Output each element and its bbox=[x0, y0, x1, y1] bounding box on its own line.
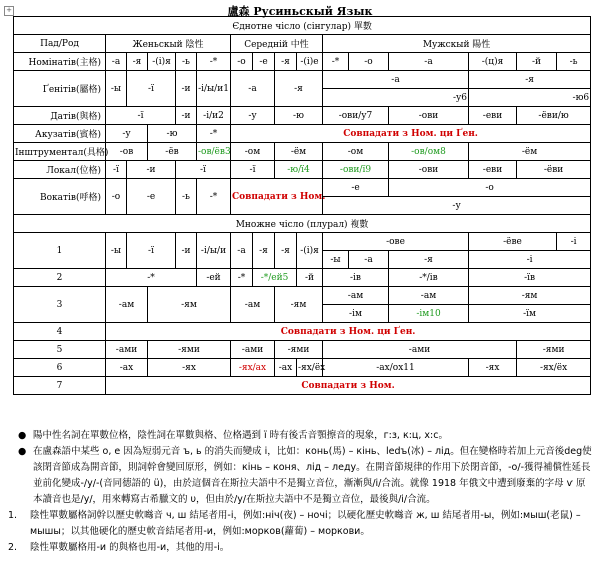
cell: -ам bbox=[106, 287, 148, 323]
cell: -ом bbox=[231, 143, 275, 161]
note-number: 1. bbox=[8, 510, 18, 521]
cell: -ї bbox=[106, 107, 176, 125]
notes bbox=[0, 428, 600, 556]
cell: -їм bbox=[469, 305, 591, 323]
cell: -(і)я bbox=[148, 53, 176, 71]
bullet-icon: ● bbox=[18, 446, 27, 457]
cell: -у6 bbox=[323, 89, 469, 107]
note-numbered bbox=[0, 540, 600, 556]
cell: -ях/ёх bbox=[517, 359, 591, 377]
cell: -ах bbox=[106, 359, 148, 377]
cell: -і/ы/и1 bbox=[197, 71, 231, 107]
cell: -ах bbox=[275, 359, 297, 377]
table-row bbox=[14, 377, 591, 395]
table-row bbox=[14, 53, 591, 71]
table-row bbox=[14, 269, 591, 287]
cell: -ю bbox=[148, 125, 197, 143]
case-label: Ґенітів(屬格) bbox=[14, 71, 106, 107]
case-label: Датів(與格) bbox=[14, 107, 106, 125]
case-label: Акузатів(賓格) bbox=[14, 125, 106, 143]
cell: -е bbox=[127, 179, 176, 215]
case-number: 7 bbox=[14, 377, 106, 395]
case-label: Номінатів(主格) bbox=[14, 53, 106, 71]
cell: -ь bbox=[176, 53, 197, 71]
table-row bbox=[14, 143, 591, 161]
cell: -у bbox=[106, 125, 148, 143]
case-label: Інштрументал(具格) bbox=[14, 143, 106, 161]
table-row bbox=[14, 287, 591, 305]
cell: -* bbox=[323, 53, 349, 71]
note-bullet bbox=[0, 428, 600, 444]
cell: -и bbox=[176, 107, 197, 125]
table-row bbox=[14, 161, 591, 179]
cell: -ёви bbox=[517, 161, 591, 179]
cell: -ів bbox=[323, 269, 389, 287]
cell: -о bbox=[231, 53, 253, 71]
cell: -ї bbox=[106, 161, 127, 179]
table-row bbox=[14, 71, 591, 89]
cell: -*/ей5 bbox=[253, 269, 297, 287]
declension-table bbox=[13, 16, 591, 395]
cell: -ю bbox=[275, 107, 323, 125]
cell: -(і)я bbox=[297, 233, 323, 269]
case-header: Пад/Род bbox=[14, 35, 106, 53]
cell: -я bbox=[275, 233, 297, 269]
cell: -ями bbox=[517, 341, 591, 359]
cell: -ї bbox=[127, 71, 176, 107]
cell: -ёве bbox=[469, 233, 557, 251]
note-text: 陰性單數屬格用-и 的與格也用-и，其他的用-і。 bbox=[30, 542, 230, 553]
cell: -ях/ёх bbox=[297, 359, 323, 377]
cell: -ём bbox=[275, 143, 323, 161]
cell: -ови bbox=[389, 161, 469, 179]
cell: -ам bbox=[323, 287, 389, 305]
cell: -ї bbox=[127, 233, 176, 269]
cell: -ей bbox=[197, 269, 231, 287]
neuter-header: Середній 中性 bbox=[231, 35, 323, 53]
cell: -я bbox=[275, 53, 297, 71]
note-numbered bbox=[0, 508, 600, 540]
cell: -(ц)я bbox=[469, 53, 517, 71]
cell: -ови bbox=[389, 107, 469, 125]
cell: -я bbox=[389, 251, 469, 269]
cell: -а bbox=[231, 233, 253, 269]
cell: -ім bbox=[323, 305, 389, 323]
merged-note: Совпадати з Ном. ци Ґен. bbox=[106, 323, 591, 341]
plus-icon[interactable]: + bbox=[4, 6, 14, 16]
cell: -їв bbox=[469, 269, 591, 287]
merged-note: Совпадати з Ном. bbox=[231, 179, 323, 215]
cell: -а bbox=[106, 53, 127, 71]
note-text: 陽中性名詞在單數位格，陰性詞在單數與格、位格遇到 ї 時有後舌音顎擦音的現象，г:з, к:ц, х:с。 bbox=[33, 430, 448, 441]
cell: -ём bbox=[469, 143, 591, 161]
note-text: 在盧森語中某些 о, е 因為短弱元音 ъ, ь 的消失而變成 і，比如：конь(馬) – кінь、ledъ(冰) – лід。但在變格時若加上元音後deg使該閉音節成為開音節，則詞幹會變回原形，例如：кінь – коня、лід – леду。在開音節規律的作用下於閉音節，-о/-獲得補償性延長並前化變成-/у/-(音同德語的 ü)，由於這個音在斯拉夫語中不是獨立音位，漸漸與/і/合流。就像 1918 年俄文中遭到廢棄的字母 ѵ 原本讀音也是/у/，用來轉寫古希臘文的 υ，但由於/у/在斯拉夫語中不是獨立音位，最後與/і/合流。 bbox=[33, 446, 592, 505]
cell: -и bbox=[127, 161, 176, 179]
merged-note: Совпадати з Ном. bbox=[106, 377, 591, 395]
cell: -о bbox=[389, 179, 591, 197]
table-row bbox=[14, 233, 591, 251]
cell: -ы bbox=[106, 71, 127, 107]
cell: -ї bbox=[176, 161, 231, 179]
cell: -а bbox=[389, 53, 469, 71]
case-number: 2 bbox=[14, 269, 106, 287]
cell: -ами bbox=[106, 341, 148, 359]
cell: -ови/ї9 bbox=[323, 161, 389, 179]
note-number: 2. bbox=[8, 542, 18, 553]
cell: -ам bbox=[231, 287, 275, 323]
cell: -ов/ом8 bbox=[389, 143, 469, 161]
cell: -ї bbox=[231, 161, 275, 179]
cell: -е bbox=[323, 179, 389, 197]
cell: -ов bbox=[106, 143, 148, 161]
cell: -ь bbox=[176, 179, 197, 215]
feminine-header: Женьскый 陰性 bbox=[106, 35, 231, 53]
cell: -о bbox=[106, 179, 127, 215]
table-row bbox=[14, 179, 591, 197]
cell: -ом bbox=[323, 143, 389, 161]
cell: -ами bbox=[323, 341, 517, 359]
cell: -ам bbox=[389, 287, 469, 305]
case-label: Вокатів(呼格) bbox=[14, 179, 106, 215]
cell: -* bbox=[197, 179, 231, 215]
cell: -ями bbox=[148, 341, 231, 359]
case-number: 5 bbox=[14, 341, 106, 359]
cell: -ім10 bbox=[389, 305, 469, 323]
masculine-header: Мужскый 陽性 bbox=[323, 35, 591, 53]
cell: -ов/ёв3 bbox=[197, 143, 231, 161]
cell: -еви bbox=[469, 107, 517, 125]
cell: -я bbox=[275, 71, 323, 107]
table-row bbox=[14, 323, 591, 341]
note-text: 陰性單數屬格詞幹以歷史軟噝音 ч, ш 結尾者用-і，例如:ніч(夜) – ночі；以硬化歷史軟噝音 ж, ш 結尾者用-ы，例如:мыш(老鼠) – мышы；以其他硬化的歷史軟音結尾者用-и，例如:морков(蘿蔔) – моркови。 bbox=[30, 510, 581, 537]
cell: -ям bbox=[275, 287, 323, 323]
cell: -ове bbox=[323, 233, 469, 251]
cell: -ови/у7 bbox=[323, 107, 389, 125]
cell: -а bbox=[323, 71, 469, 89]
cell: -ёв bbox=[148, 143, 197, 161]
table-row bbox=[14, 359, 591, 377]
cell: -і/ы/и bbox=[197, 233, 231, 269]
cell: -у bbox=[323, 197, 591, 215]
bullet-icon: ● bbox=[18, 430, 27, 441]
cell: -ям bbox=[148, 287, 231, 323]
cell: -* bbox=[197, 125, 231, 143]
cell: -*/ів bbox=[389, 269, 469, 287]
cell: -у bbox=[231, 107, 275, 125]
cell: -й bbox=[297, 269, 323, 287]
case-number: 4 bbox=[14, 323, 106, 341]
merged-note: Совпадати з Ном. ци Ґен. bbox=[231, 125, 591, 143]
cell: -ях/ах bbox=[231, 359, 275, 377]
cell: -ях bbox=[148, 359, 231, 377]
cell: -ах/ох11 bbox=[323, 359, 469, 377]
cell: -і/и2 bbox=[197, 107, 231, 125]
cell: -ям bbox=[469, 287, 591, 305]
cell: -і bbox=[469, 251, 591, 269]
cell: -ях bbox=[469, 359, 517, 377]
table-row bbox=[14, 107, 591, 125]
cell: -* bbox=[197, 53, 231, 71]
cell: -еви bbox=[469, 161, 517, 179]
plural-header-row bbox=[14, 215, 591, 233]
cell: -ёви/ю bbox=[517, 107, 591, 125]
cell: -и bbox=[176, 71, 197, 107]
cell: -ю/ї4 bbox=[275, 161, 323, 179]
case-label: Локал(位格) bbox=[14, 161, 106, 179]
case-number: 6 bbox=[14, 359, 106, 377]
cell: -й bbox=[517, 53, 557, 71]
cell: -ями bbox=[275, 341, 323, 359]
cell: -ы bbox=[323, 251, 349, 269]
case-number: 1 bbox=[14, 233, 106, 269]
case-number: 3 bbox=[14, 287, 106, 323]
table-row bbox=[14, 125, 591, 143]
cell: -ю6 bbox=[469, 89, 591, 107]
cell: -ами bbox=[231, 341, 275, 359]
cell: -і bbox=[557, 233, 591, 251]
cell: -* bbox=[106, 269, 197, 287]
plural-header: Множне чісло (плурал) 複數 bbox=[14, 215, 591, 233]
cell: -а bbox=[231, 71, 275, 107]
singular-header-row bbox=[14, 17, 591, 35]
cell: -я bbox=[253, 233, 275, 269]
cell: -(і)е bbox=[297, 53, 323, 71]
cell: -* bbox=[231, 269, 253, 287]
cell: -ы bbox=[106, 233, 127, 269]
cell: -я bbox=[469, 71, 591, 89]
page-title: 盧森 Русиньскый Язык bbox=[227, 5, 373, 18]
cell: -о bbox=[349, 53, 389, 71]
cell: -а bbox=[349, 251, 389, 269]
cell: -е bbox=[253, 53, 275, 71]
cell: -ь bbox=[557, 53, 591, 71]
cell: -я bbox=[127, 53, 148, 71]
cell: -и bbox=[176, 233, 197, 269]
note-bullet bbox=[0, 444, 600, 508]
column-header-row bbox=[14, 35, 591, 53]
singular-header: Єднотне чісло (сінгулар) 單數 bbox=[14, 17, 591, 35]
table-row bbox=[14, 341, 591, 359]
